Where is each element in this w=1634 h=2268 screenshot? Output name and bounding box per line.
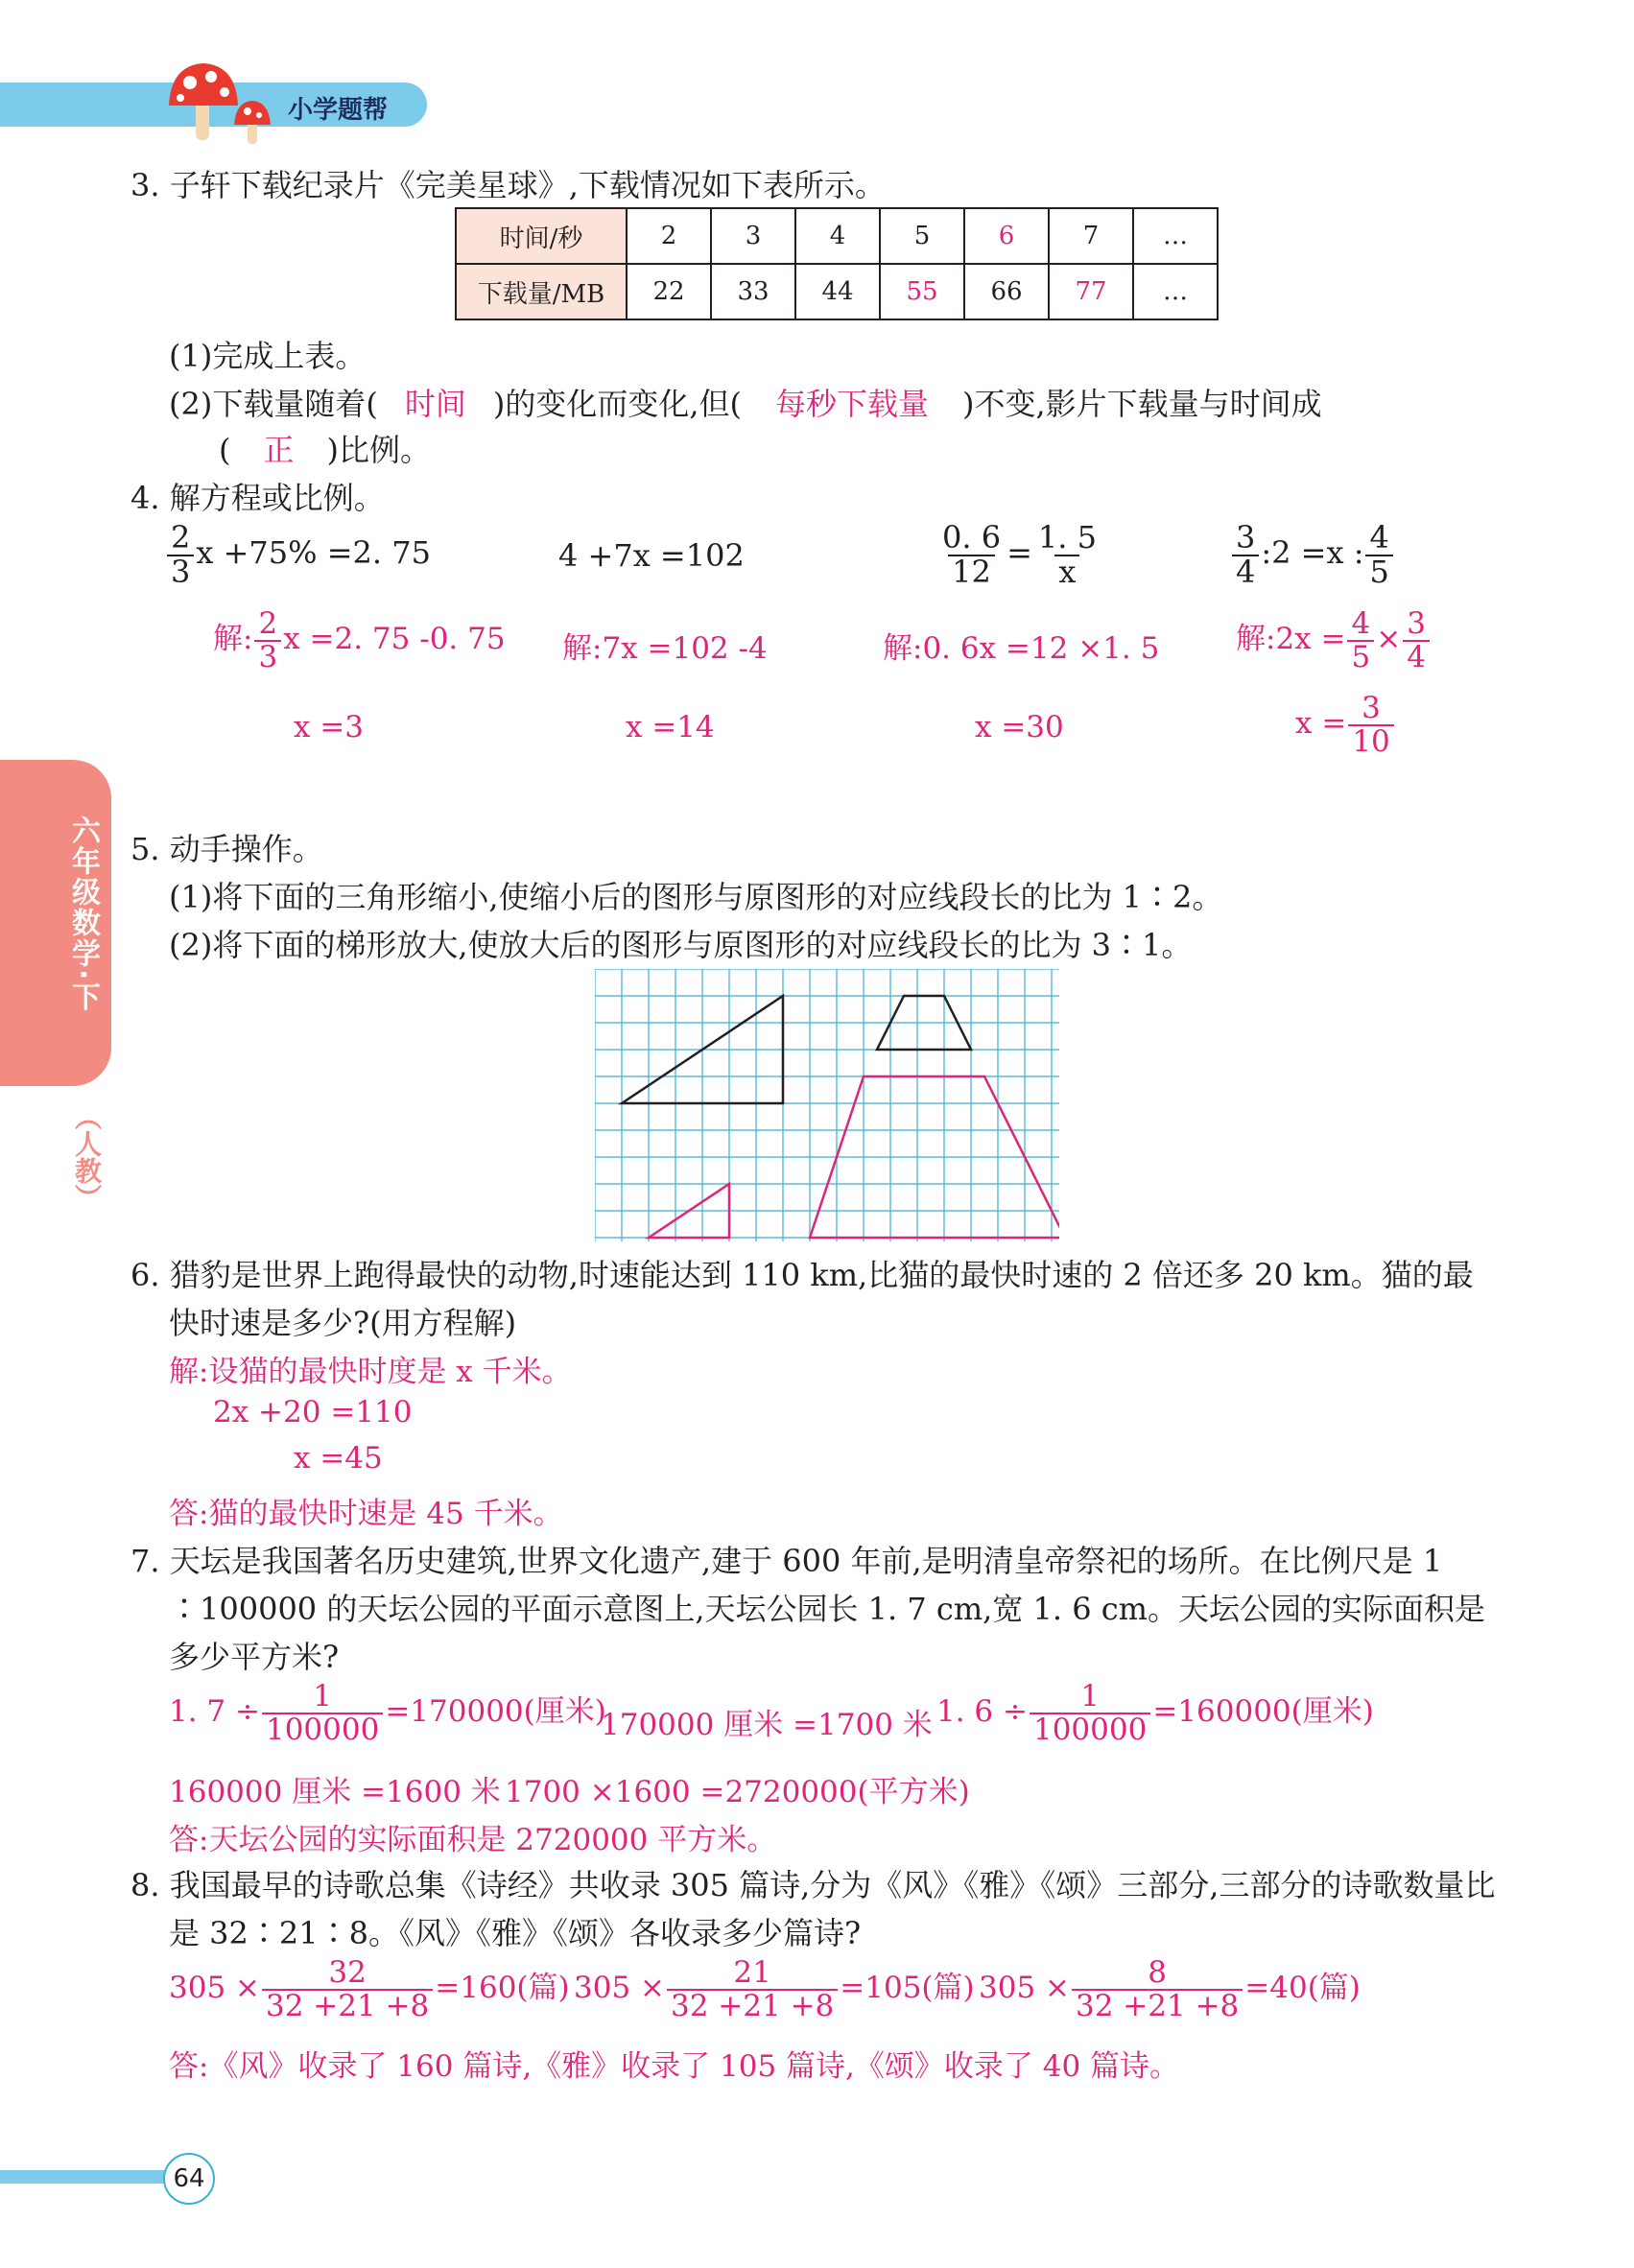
equation-4: $\frac{3}{4}$ :2 =x : $\frac{4}{5}$ <box>1230 522 1395 588</box>
solution-3: 解:0. 6x =12 ×1. 5 <box>883 631 1160 666</box>
result-4: x = $\frac{3}{10}$ <box>1295 693 1396 757</box>
table-cell-answer: 77 <box>1049 264 1133 319</box>
q3-part1: (1)完成上表。 <box>169 338 367 374</box>
q6-line1: 6. 猎豹是世界上跑得最快的动物,时速能达到 110 km,比猫的最快时速的 2 倍还多 20 km。猫的最 <box>130 1257 1474 1293</box>
q8-calc-3: 305 × $\frac{8}{32 +21 +8}$ =40(篇) <box>979 1955 1361 2023</box>
q7-line2: ∶100000 的天坛公园的平面示意图上,天坛公园长 1. 7 cm,宽 1. 6 cm。天坛公园的实际面积是 <box>169 1591 1486 1627</box>
equation-2: 4 +7x =102 <box>558 537 745 574</box>
q3-part2-cont: ( 正 )比例。 <box>219 426 431 470</box>
q7-line3: 多少平方米? <box>169 1639 340 1675</box>
q8-line1: 8. 我国最早的诗歌总集《诗经》共收录 305 篇诗,分为《风》《雅》《颂》三部分,三部分的诗歌数量比 <box>130 1867 1496 1903</box>
q7-calc-4: 160000 厘米 =1600 米 <box>169 1775 501 1809</box>
table-cell: 2 <box>627 208 711 264</box>
side-tab-edition: （人教） <box>71 1103 103 1211</box>
download-table <box>455 207 1219 320</box>
q6-solution-3: x =45 <box>294 1441 383 1476</box>
q7-line1: 7. 天坛是我国著名历史建筑,世界文化遗产,建于 600 年前,是明清皇帝祭祀的场所。在比例尺是 1 <box>130 1543 1443 1579</box>
page-number: 64 <box>163 2153 215 2205</box>
q8-line2: 是 32∶21∶8。《风》《雅》《颂》各收录多少篇诗? <box>169 1915 862 1951</box>
side-tab-grade: 六年级数学·下 <box>66 815 100 1013</box>
grid-figure <box>595 969 1059 1241</box>
table-cell: … <box>1133 264 1218 319</box>
q5-stem: 5. 动手操作。 <box>130 831 323 867</box>
result-1: x =3 <box>294 710 365 744</box>
table-cell-answer: 55 <box>880 264 964 319</box>
brand-title: 小学题帮 <box>288 96 389 125</box>
q7-calc-2: 170000 厘米 =1700 米 <box>601 1708 933 1742</box>
q6-answer: 答:猫的最快时速是 45 千米。 <box>169 1497 563 1531</box>
blank-answer: 每秒下载量 <box>774 386 929 422</box>
q7-calc-5: 1700 ×1600 =2720000(平方米) <box>505 1775 970 1809</box>
q8-answer: 答:《风》收录了 160 篇诗,《雅》收录了 105 篇诗,《颂》收录了 40 篇诗。 <box>169 2049 1180 2084</box>
q6-solution-1: 解:设猫的最快时度是 x 千米。 <box>169 1355 572 1389</box>
table-cell: 33 <box>711 264 795 319</box>
q4-stem: 4. 解方程或比例。 <box>130 480 385 516</box>
q7-answer: 答:天坛公园的实际面积是 2720000 平方米。 <box>169 1823 777 1857</box>
result-2: x =14 <box>626 710 715 744</box>
result-3: x =30 <box>975 710 1064 744</box>
table-row <box>456 264 1218 319</box>
mushroom-icon <box>161 56 286 148</box>
q3-part2: (2)下载量随着( 时间 )的变化而变化,但( 每秒下载量 )不变,影片下载量与时间成 <box>169 380 1322 424</box>
q5-part2: (2)将下面的梯形放大,使放大后的图形与原图形的对应线段长的比为 3∶1。 <box>169 927 1193 963</box>
solution-4: 解:2x = $\frac{4}{5}$ × $\frac{3}{4}$ <box>1236 608 1432 673</box>
table-cell: 66 <box>964 264 1049 319</box>
table-header-time: 时间/秒 <box>456 208 627 264</box>
table-cell: … <box>1133 208 1218 264</box>
q3-stem: 3. 子轩下载纪录片《完美星球》,下载情况如下表所示。 <box>130 167 886 203</box>
table-header-amount: 下载量/MB <box>456 264 627 319</box>
table-cell: 5 <box>880 208 964 264</box>
grid-lines <box>595 969 1059 1241</box>
equation-3: $\frac{0. 6}{12}$ = $\frac{1. 5}{x}$ <box>942 519 1097 590</box>
q6-line2: 快时速是多少?(用方程解) <box>169 1305 517 1341</box>
blank-answer: 正 <box>263 432 295 468</box>
q7-calc-3: 1. 6 ÷ $\frac{1}{100000}$ =160000(厘米) <box>936 1679 1374 1747</box>
q8-calc-1: 305 × $\frac{32}{32 +21 +8}$ =160(篇) <box>169 1955 570 2023</box>
table-cell: 44 <box>795 264 880 319</box>
solution-2: 解:7x =102 -4 <box>562 631 768 666</box>
q8-calc-2: 305 × $\frac{21}{32 +21 +8}$ =105(篇) <box>574 1955 975 2023</box>
blank-answer: 时间 <box>404 386 466 422</box>
q5-part1: (1)将下面的三角形缩小,使缩小后的图形与原图形的对应线段长的比为 1∶2。 <box>169 879 1223 915</box>
table-cell: 4 <box>795 208 880 264</box>
table-cell: 22 <box>627 264 711 319</box>
table-cell-answer: 6 <box>964 208 1049 264</box>
solution-1: 解: $\frac{2}{3}$ x =2. 75 -0. 75 <box>213 606 506 674</box>
q7-calc-1: 1. 7 ÷ $\frac{1}{100000}$ =170000(厘米) <box>169 1679 606 1747</box>
table-row <box>456 208 1218 264</box>
table-cell: 3 <box>711 208 795 264</box>
equation-1: $\frac{2}{3}$ x +75% =2. 75 <box>165 522 431 588</box>
table-cell: 7 <box>1049 208 1133 264</box>
q6-solution-2: 2x +20 =110 <box>213 1395 413 1429</box>
